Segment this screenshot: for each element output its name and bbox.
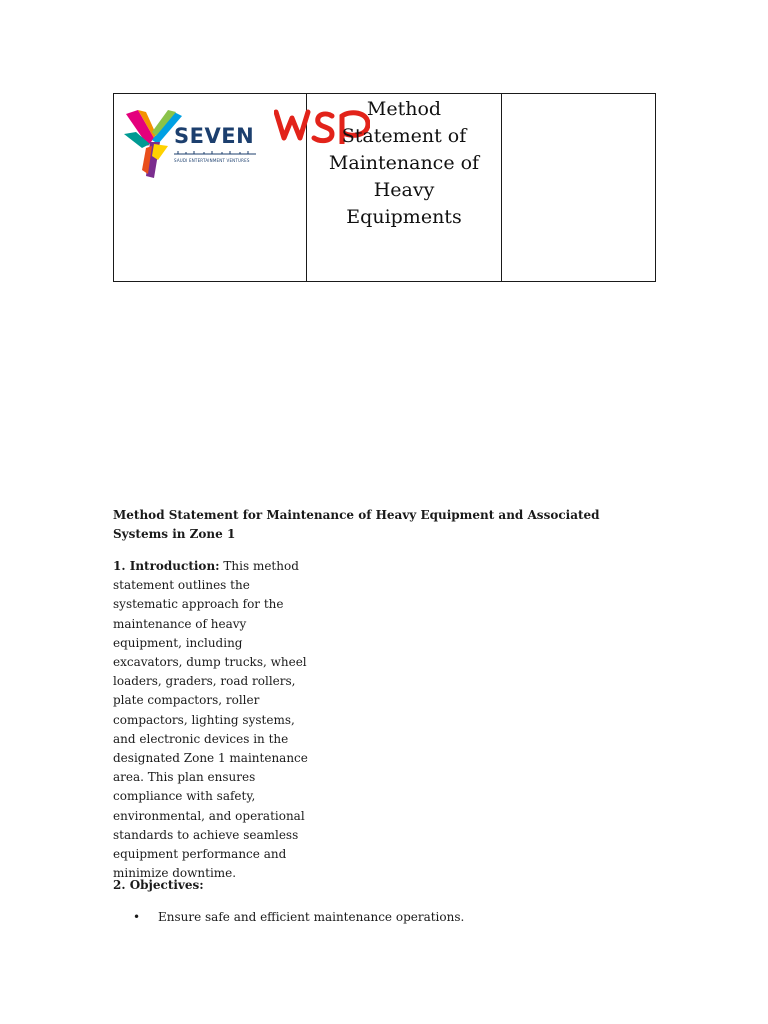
- title-line: Heavy: [373, 179, 435, 201]
- empty-cell: [502, 94, 656, 282]
- title-line: Method: [366, 98, 442, 120]
- introduction-text: This method statement outlines the systematic approach for the maintenance of heavy equipment, including excavators, dump trucks, wheel loaders, graders, road rollers, plate compactors, roller compactors, lighting systems, and electronic devices in the designated Zone 1 maintenance area. This plan ensures compliance with safety, environmental, and operational standards to achieve seamless equipment performance and minimize downtime.: [113, 559, 308, 881]
- english-tagline: SAUDI ENTERTAINMENT VENTURES: [174, 158, 250, 163]
- title-cell: [307, 94, 502, 282]
- introduction-paragraph: [113, 557, 311, 883]
- list-item-text: Ensure safe and efficient maintenance operations.: [158, 910, 465, 924]
- logo-cell: [114, 94, 307, 282]
- section-title: Method Statement for Maintenance of Heavy Equipment and Associated Systems in Zone 1: [113, 508, 600, 541]
- arabic-tagline: [174, 150, 256, 156]
- title-line: Statement of: [341, 125, 467, 147]
- title-line: Equipments: [346, 206, 462, 228]
- document-title: [307, 96, 501, 231]
- introduction-label: 1. Introduction:: [113, 559, 220, 573]
- objectives-heading: 2. Objectives:: [113, 878, 204, 892]
- title-line: Maintenance of: [328, 152, 480, 174]
- brand-name: SEVEN: [174, 124, 255, 148]
- list-item: [113, 908, 653, 927]
- header-table: [113, 93, 656, 282]
- bullet-icon: •: [133, 910, 141, 924]
- objectives-list: [113, 908, 653, 927]
